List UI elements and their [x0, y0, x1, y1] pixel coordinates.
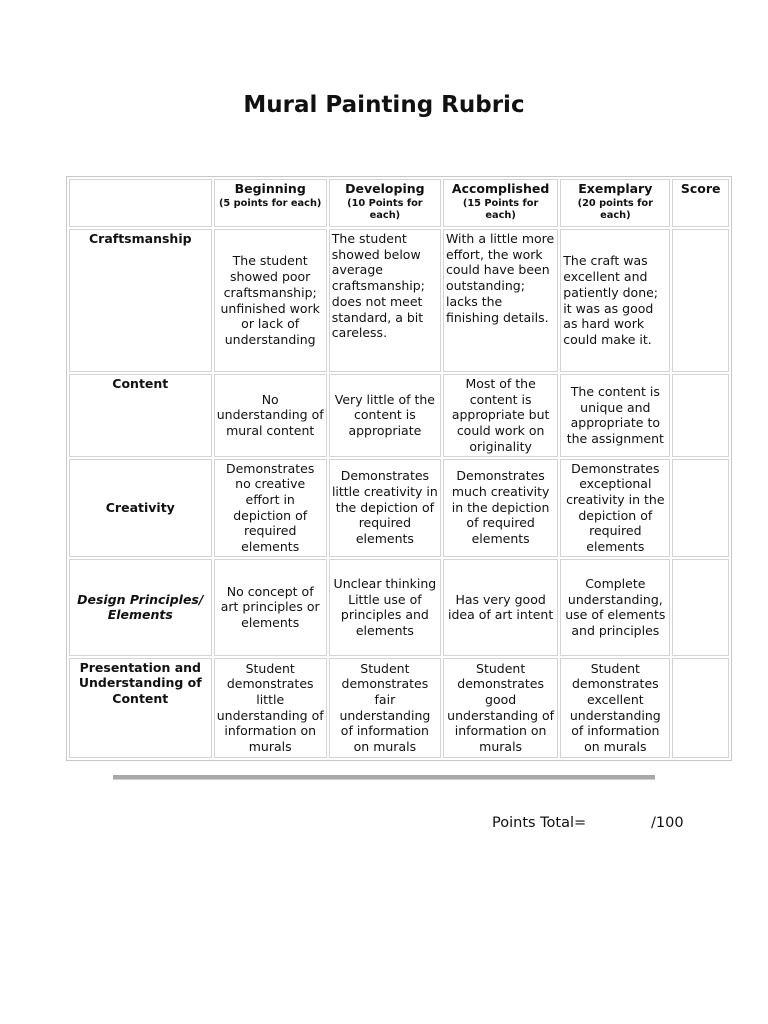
score-cell — [672, 229, 729, 372]
rubric-table — [66, 176, 732, 761]
table-row-content — [69, 374, 729, 457]
table-cell: Very little of the content is appropriate — [329, 374, 441, 457]
table-cell: No understanding of mural content — [214, 374, 327, 457]
column-label: Beginning — [234, 181, 306, 196]
table-cell: Has very good idea of art intent — [443, 559, 558, 656]
table-cell: The content is unique and appropriate to the assignment — [560, 374, 670, 457]
column-header-accomplished — [443, 179, 558, 227]
column-header-score: Score — [672, 179, 729, 227]
points-total-label: Points Total= — [492, 815, 587, 831]
table-cell: Demonstrates much creativity in the depiction of required elements — [443, 459, 558, 557]
table-row-creativity — [69, 459, 729, 557]
table-cell: Demonstrates little creativity in the depiction of required elements — [329, 459, 441, 557]
page-title: Mural Painting Rubric — [243, 92, 525, 118]
table-cell: Demonstrates exceptional creativity in the depiction of required elements — [560, 459, 670, 557]
horizontal-divider — [113, 775, 655, 780]
table-row-presentation — [69, 658, 729, 758]
column-label: Developing — [345, 181, 425, 196]
table-row-design-principles — [69, 559, 729, 656]
row-label-design-principles: Design Principles/ Elements — [69, 559, 212, 656]
column-label: Exemplary — [578, 181, 653, 196]
row-label-creativity: Creativity — [69, 459, 212, 557]
table-cell: Student demonstrates good understanding of information on murals — [443, 658, 558, 758]
column-label: Accomplished — [451, 181, 550, 196]
row-label-presentation: Presentation and Understanding of Content — [69, 658, 212, 758]
table-cell: The student showed below average craftsmanship; does not meet standard, a bit careless. — [329, 229, 441, 372]
table-cell: No concept of art principles or elements — [214, 559, 327, 656]
header-row — [69, 179, 729, 227]
column-points: (10 Points for each) — [347, 197, 423, 221]
table-cell: Student demonstrates little understanding of information on murals — [214, 658, 327, 758]
score-cell — [672, 559, 729, 656]
column-header-developing — [329, 179, 441, 227]
table-cell: The craft was excellent and patiently done; it was as good as hard work could make it. — [560, 229, 670, 372]
table-cell: Student demonstrates fair understanding of information on murals — [329, 658, 441, 758]
row-label-content: Content — [69, 374, 212, 457]
corner-cell — [69, 179, 212, 227]
points-total-max: /100 — [651, 815, 684, 831]
row-label-craftsmanship: Craftsmanship — [69, 229, 212, 372]
table-cell: Student demonstrates excellent understanding of information on murals — [560, 658, 670, 758]
table-cell: Unclear thinking Little use of principles and elements — [329, 559, 441, 656]
column-points: (5 points for each) — [218, 197, 322, 209]
column-header-beginning — [214, 179, 327, 227]
score-cell — [672, 658, 729, 758]
table-cell: Complete understanding, use of elements and principles — [560, 559, 670, 656]
column-header-exemplary — [560, 179, 670, 227]
table-row-craftsmanship — [69, 229, 729, 372]
table-cell: Most of the content is appropriate but could work on originality — [443, 374, 558, 457]
score-cell — [672, 459, 729, 557]
table-cell: With a little more effort, the work could have been outstanding; lacks the finishing details. — [443, 229, 558, 372]
table-cell: The student showed poor craftsmanship; unfinished work or lack of understanding — [214, 229, 327, 372]
table-cell: Demonstrates no creative effort in depiction of required elements — [214, 459, 327, 557]
score-cell — [672, 374, 729, 457]
column-points: (20 points for each) — [577, 197, 653, 221]
column-points: (15 Points for each) — [462, 197, 539, 221]
